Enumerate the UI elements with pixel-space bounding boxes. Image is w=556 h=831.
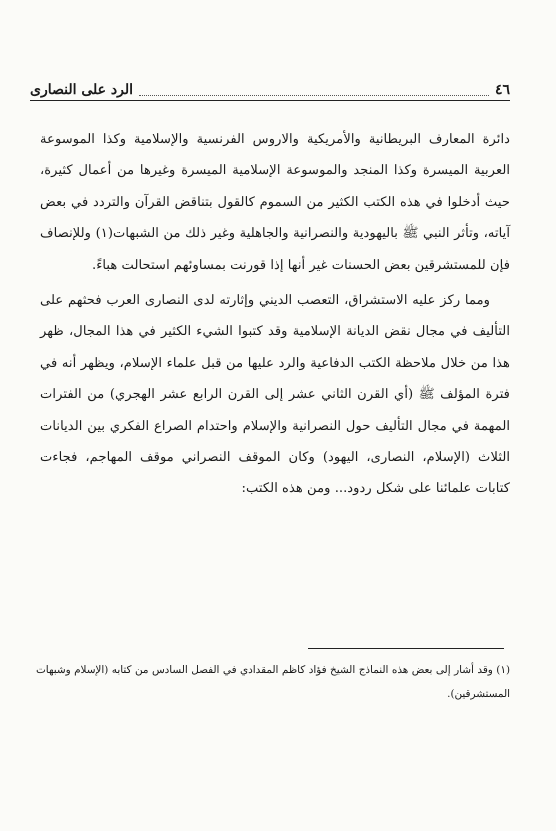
running-header [30, 80, 510, 101]
page-number: ٤٦ [494, 82, 510, 98]
footnote-separator [308, 648, 504, 649]
footnotes [36, 658, 510, 706]
running-title: الرد على النصارى [30, 82, 134, 98]
paragraph-1: دائرة المعارف البريطانية والأمريكية والاروس الفرنسية والإسلامية وكذا الموسوعة العربية الميسرة وكذا المنجد والموسوعة الإسلامية الميسرة وغيرها من أعمال كثيرة، حيث أدخلوا في هذه الكتب الكثير من السموم كالقول بتناقض القرآن والتردد في بعض آياته، وتأثر النبي ﷺ باليهودية والنصرانية والجاهلية وغير ذلك من الشبهات(١) وللإنصاف فإن للمستشرقين بعض الحسنات غير أنها إذا قورنت بمساوئهم استحالت هباءً. [40, 132, 511, 273]
header-dotted-leader [139, 85, 489, 96]
paragraph-2: ومما ركز عليه الاستشراق، التعصب الديني وإثارته لدى النصارى العرب فحثهم على التأليف في مجال نقض الديانة الإسلامية وقد كتبوا الشيء الكثير في هذا المجال، ظهر هذا من خلال ملاحظة الكتب الدفاعية والرد عليها من قبل علماء الإسلام، ويظهر أنه في فترة المؤلف ﷺ (أي القرن الثاني عشر إلى القرن الرابع عشر الهجري) من الفترات المهمة في مجال التأليف حول النصرانية والإسلام واحتدام الصراع الفكري بين الديانات الثلاث (الإسلام، النصارى، اليهود) وكان الموقف النصراني موقف المهاجم، فجاءت كتابات علمائنا على شكل ردود... ومن هذه الكتب: [40, 293, 510, 497]
footnote-1: (١) وقد أشار إلى بعض هذه النماذج الشيخ فؤاد كاظم المقدادي في الفصل السادس من كتابه (الإسلام وشبهات المستشرقين). [36, 664, 510, 700]
main-text [40, 124, 510, 505]
